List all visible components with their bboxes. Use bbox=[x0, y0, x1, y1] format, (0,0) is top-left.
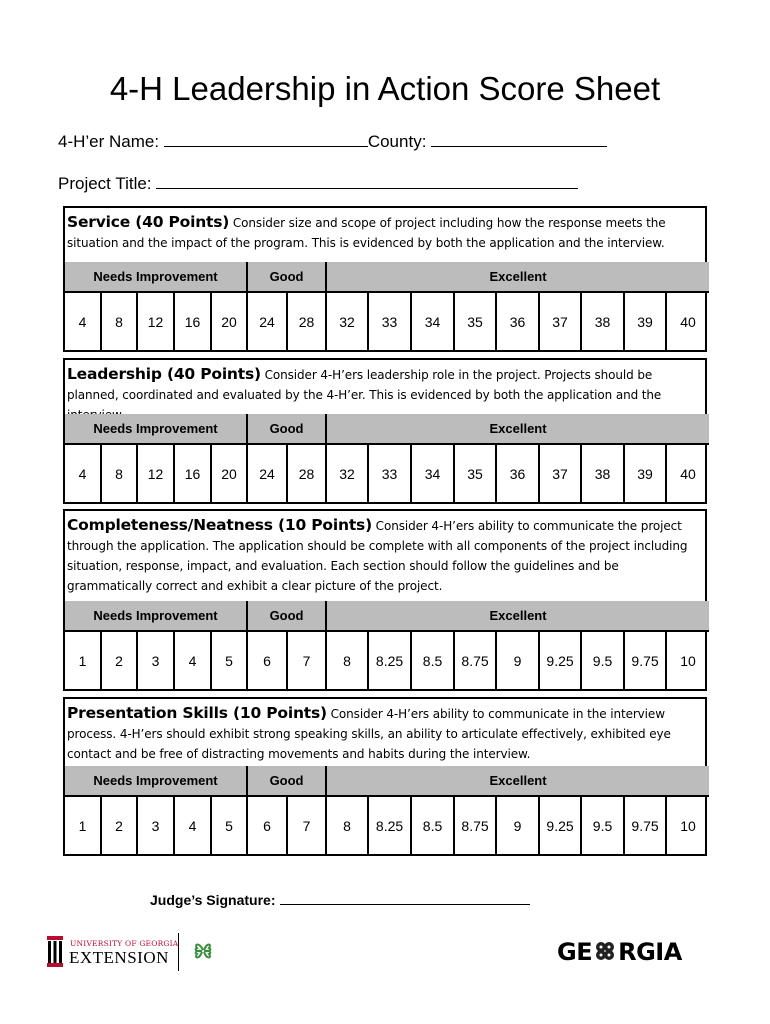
section-text: Consider size and scope of project including how the response meets the situation and the impact of the program. This is evidenced by both the application and the interview. bbox=[67, 216, 666, 250]
section-text: Consider 4-H’ers leadership role in the project. Projects should be planned, coordinated and evaluated by the 4-H’er. This is evidenced by both the application and the bbox=[67, 368, 662, 402]
score-option[interactable]: 3 bbox=[137, 796, 174, 854]
score-option[interactable]: 20 bbox=[211, 444, 247, 502]
section-description bbox=[65, 511, 705, 596]
score-option[interactable]: 8 bbox=[326, 796, 368, 854]
score-option[interactable]: 1 bbox=[78, 652, 87, 669]
logo-divider bbox=[178, 933, 179, 971]
section-description bbox=[65, 699, 705, 764]
category-needs-improvement: Needs Improvement bbox=[65, 601, 247, 631]
signature-label: Judge’s Signature: bbox=[150, 892, 276, 908]
category-header-row bbox=[65, 766, 709, 796]
four-leaf-clover-icon bbox=[190, 938, 216, 964]
extension-text: EXTENSION bbox=[69, 948, 169, 967]
score-option[interactable]: 32 bbox=[326, 444, 368, 502]
score-option[interactable]: 8.75 bbox=[454, 631, 496, 689]
category-excellent: Excellent bbox=[326, 414, 709, 444]
georgia-4h-logo bbox=[557, 938, 682, 966]
score-option[interactable]: 39 bbox=[624, 292, 666, 350]
score-row bbox=[65, 292, 709, 350]
section-completeness bbox=[63, 509, 707, 691]
category-good: Good bbox=[247, 601, 326, 631]
category-needs-improvement: Needs Improvement bbox=[65, 262, 247, 292]
score-option[interactable]: 8.5 bbox=[411, 796, 454, 854]
score-table bbox=[65, 601, 709, 689]
score-option[interactable]: 7 bbox=[287, 631, 326, 689]
project-title-line bbox=[58, 174, 578, 194]
category-excellent: Excellent bbox=[326, 601, 709, 631]
score-option[interactable]: 37 bbox=[539, 292, 581, 350]
name-field[interactable] bbox=[164, 132, 368, 147]
score-option[interactable]: 4 bbox=[174, 796, 211, 854]
score-option[interactable]: 33 bbox=[368, 292, 411, 350]
score-option[interactable]: 36 bbox=[496, 444, 539, 502]
score-option[interactable]: 28 bbox=[287, 292, 326, 350]
score-row bbox=[65, 444, 709, 502]
score-table bbox=[65, 414, 709, 502]
score-option[interactable]: 9.5 bbox=[581, 631, 624, 689]
section-service bbox=[63, 206, 707, 352]
score-option[interactable]: 35 bbox=[454, 444, 496, 502]
score-table bbox=[65, 766, 709, 854]
score-option[interactable]: 8.75 bbox=[454, 796, 496, 854]
score-option[interactable]: 8.5 bbox=[411, 631, 454, 689]
score-option[interactable]: 20 bbox=[211, 292, 247, 350]
score-row bbox=[65, 796, 709, 854]
score-option[interactable]: 12 bbox=[137, 292, 174, 350]
score-option[interactable]: 33 bbox=[368, 444, 411, 502]
category-header-row bbox=[65, 414, 709, 444]
category-good: Good bbox=[247, 414, 326, 444]
score-row bbox=[65, 631, 709, 689]
score-option[interactable]: 7 bbox=[287, 796, 326, 854]
score-option[interactable]: 9.75 bbox=[624, 631, 666, 689]
section-text: Consider 4-H’ers ability to communicate in the interview process. 4-H’ers should exhibit strong speaking skills, an ability to articulate effectively, exhibited eye contact and be free of distracting movements and habits during the interview. bbox=[67, 707, 671, 761]
page-title: 4-H Leadership in Action Score Sheet bbox=[109, 70, 661, 107]
score-option[interactable]: 10 bbox=[666, 796, 709, 854]
category-needs-improvement: Needs Improvement bbox=[65, 414, 247, 444]
signature-field[interactable] bbox=[280, 894, 530, 905]
georgia-text-left: GE bbox=[557, 938, 593, 966]
score-option[interactable]: 34 bbox=[411, 444, 454, 502]
score-option[interactable]: 2 bbox=[101, 631, 137, 689]
section-heading: Service (40 Points) bbox=[67, 213, 230, 231]
county-label: County: bbox=[367, 132, 427, 151]
score-option[interactable]: 12 bbox=[137, 444, 174, 502]
arch-icon bbox=[47, 936, 63, 968]
score-option[interactable]: 40 bbox=[666, 444, 709, 502]
score-option[interactable]: 10 bbox=[666, 631, 709, 689]
score-option[interactable]: 24 bbox=[247, 292, 287, 350]
score-option[interactable]: 9.5 bbox=[581, 796, 624, 854]
score-option[interactable]: 36 bbox=[496, 292, 539, 350]
section-description bbox=[65, 208, 705, 253]
project-title-label: Project Title: bbox=[58, 174, 152, 193]
section-presentation bbox=[63, 697, 707, 856]
category-excellent: Excellent bbox=[326, 262, 709, 292]
score-option[interactable]: 32 bbox=[326, 292, 368, 350]
judge-signature bbox=[150, 892, 530, 908]
score-option[interactable]: 38 bbox=[581, 444, 624, 502]
score-option[interactable]: 35 bbox=[454, 292, 496, 350]
uga-extension-logo bbox=[45, 933, 215, 973]
score-option[interactable]: 24 bbox=[247, 444, 287, 502]
section-leadership bbox=[63, 358, 707, 504]
score-option[interactable]: 5 bbox=[211, 631, 247, 689]
score-option[interactable]: 4 bbox=[174, 631, 211, 689]
county-field[interactable] bbox=[431, 132, 607, 147]
score-option[interactable]: 1 bbox=[78, 817, 87, 834]
score-option[interactable]: 8.25 bbox=[368, 631, 411, 689]
score-option[interactable]: 34 bbox=[411, 292, 454, 350]
clover-icon bbox=[592, 940, 618, 962]
score-option[interactable]: 8.25 bbox=[368, 796, 411, 854]
score-option[interactable]: 16 bbox=[174, 444, 211, 502]
score-option[interactable]: 28 bbox=[287, 444, 326, 502]
category-excellent: Excellent bbox=[326, 766, 709, 796]
score-option[interactable]: 40 bbox=[666, 292, 709, 350]
section-heading: Completeness/Neatness (10 Points) bbox=[67, 516, 372, 534]
score-option[interactable]: 9.75 bbox=[624, 796, 666, 854]
score-option[interactable]: 9.25 bbox=[539, 631, 581, 689]
score-option[interactable]: 8 bbox=[101, 292, 137, 350]
name-county-line bbox=[58, 132, 607, 152]
score-option[interactable]: 37 bbox=[539, 444, 581, 502]
score-option[interactable]: 9 bbox=[496, 631, 539, 689]
score-option[interactable]: 2 bbox=[101, 796, 137, 854]
score-option[interactable]: 39 bbox=[624, 444, 666, 502]
section-heading: Leadership (40 Points) bbox=[67, 365, 261, 383]
score-option[interactable]: 3 bbox=[137, 631, 174, 689]
score-table bbox=[65, 262, 709, 350]
university-text: UNIVERSITY OF GEORGIA bbox=[70, 939, 179, 948]
score-option[interactable]: 9 bbox=[496, 796, 539, 854]
score-option[interactable]: 4 bbox=[78, 313, 87, 330]
name-label: 4-H’er Name: bbox=[58, 132, 160, 151]
category-good: Good bbox=[247, 766, 326, 796]
category-needs-improvement: Needs Improvement bbox=[65, 766, 247, 796]
score-option[interactable]: 9.25 bbox=[539, 796, 581, 854]
score-option[interactable]: 6 bbox=[247, 796, 287, 854]
score-option[interactable]: 8 bbox=[326, 631, 368, 689]
category-good: Good bbox=[247, 262, 326, 292]
score-option[interactable]: 8 bbox=[101, 444, 137, 502]
section-text: Consider 4-H’ers ability to communicate the project through the application. The application should be complete with all components of the project including situation, response, impact, and evaluation. Each section should follow the guidelines and be grammatically correct and exhibit a clear picture of the project. bbox=[67, 519, 688, 593]
georgia-text-right: RGIA bbox=[618, 938, 682, 966]
score-option[interactable]: 6 bbox=[247, 631, 287, 689]
project-title-field[interactable] bbox=[156, 174, 578, 189]
score-option[interactable]: 16 bbox=[174, 292, 211, 350]
score-option[interactable]: 5 bbox=[211, 796, 247, 854]
category-header-row bbox=[65, 601, 709, 631]
category-header-row bbox=[65, 262, 709, 292]
score-option[interactable]: 4 bbox=[78, 465, 87, 482]
section-heading: Presentation Skills (10 Points) bbox=[67, 704, 327, 722]
score-option[interactable]: 38 bbox=[581, 292, 624, 350]
